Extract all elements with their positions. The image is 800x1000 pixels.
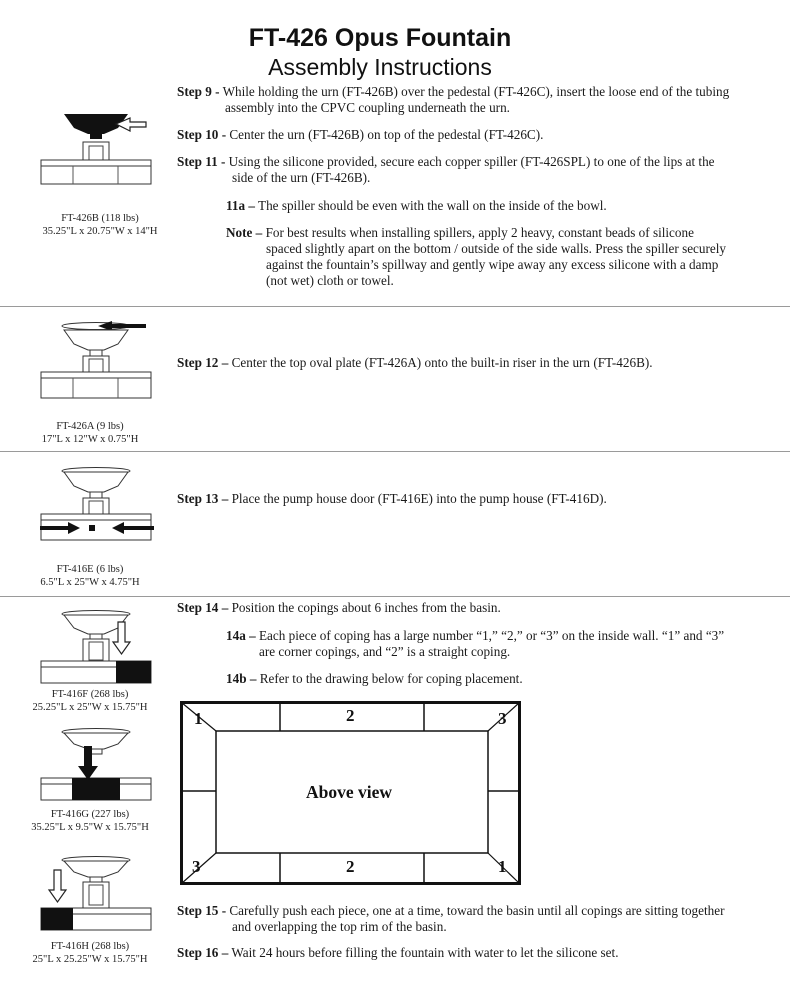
step-9 — [177, 84, 737, 116]
step-15-label: Step 15 - — [177, 903, 227, 918]
caption-ft416e — [10, 563, 170, 589]
caption-ft426b-part: FT-426B (118 lbs) — [61, 213, 139, 224]
caption-ft416h-dims: 25"L x 25.25"W x 15.75"H — [32, 954, 148, 965]
plan-label: Above view — [306, 782, 393, 802]
coping-block — [41, 908, 73, 930]
step-11a — [226, 198, 746, 214]
step-13 — [177, 491, 737, 507]
coping-block — [116, 661, 151, 683]
step-16-text: Wait 24 hours before filling the fountain with water to let the silicone set. — [231, 945, 619, 960]
note-label: Note – — [226, 225, 263, 240]
caption-ft416f — [10, 688, 170, 714]
figure-coping-ft416h — [38, 854, 158, 934]
step-13-text: Place the pump house door (FT-416E) into the pump house (FT-416D). — [231, 491, 607, 506]
divider-1 — [0, 306, 790, 307]
coping-block — [72, 778, 120, 800]
step-14a — [226, 628, 736, 660]
step-14b — [226, 671, 736, 687]
urn-foot — [90, 134, 102, 139]
caption-ft426a-dims: 17"L x 12"W x 0.75"H — [41, 434, 139, 445]
step-14-label: Step 14 – — [177, 600, 229, 615]
step-14b-text: Refer to the drawing below for coping placement. — [259, 671, 523, 686]
plan-number-top-mid: 2 — [346, 706, 355, 725]
figure-coping-ft416g — [38, 724, 158, 804]
caption-ft426a — [10, 420, 170, 446]
figure-urn-placement — [38, 110, 158, 190]
caption-ft426b — [20, 212, 180, 238]
urn-bowl — [64, 330, 128, 350]
step-14-text: Position the copings about 6 inches from the basin. — [231, 600, 501, 615]
caption-ft416g-dims: 35.25"L x 9.5"W x 15.75"H — [31, 822, 149, 833]
figure-oval-plate — [38, 318, 158, 408]
page-title: FT-426 Opus Fountain — [248, 24, 512, 52]
step-11a-label: 11a – — [226, 198, 255, 213]
step-16-label: Step 16 – — [177, 945, 229, 960]
step-14b-label: 14b – — [226, 671, 257, 686]
basin-body — [41, 378, 151, 398]
step-14a-text: Each piece of coping has a large number “1,” “2,” or “3” on the inside wall. “1” and “3” are corner copings, and “2” is a straight coping. — [258, 628, 725, 659]
caption-ft416g — [10, 808, 170, 834]
step-15 — [177, 903, 737, 935]
figure-coping-ft416f — [38, 606, 158, 686]
step-9-text: While holding the urn (FT-426B) over the pedestal (FT-426C), insert the loose end of the tubing assembly into the CPVC coupling underneath the urn. — [222, 84, 730, 115]
note-text: For best results when installing spillers, apply 2 heavy, constant beads of silicone spaced slightly apart on the bottom / outside of the side walls. Press the spiller securely against the fountain’s spillway and gently wipe away any excess silicone with a damp (not wet) cloth or towel. — [265, 225, 727, 288]
basin-top — [41, 160, 151, 166]
plan-number-bot-mid: 2 — [346, 857, 355, 876]
basin-top — [41, 514, 151, 520]
step-14a-label: 14a – — [226, 628, 256, 643]
caption-ft416e-part: FT-416E (6 lbs) — [56, 564, 124, 575]
divider-3 — [0, 596, 790, 597]
plan-number-top-right: 3 — [498, 709, 507, 728]
plan-number-bot-left: 3 — [192, 857, 201, 876]
caption-ft426b-dims: 35.25"L x 20.75"W x 14"H — [42, 226, 158, 237]
caption-ft416g-part: FT-416G (227 lbs) — [50, 809, 130, 820]
step-11 — [177, 154, 737, 186]
step-16 — [177, 945, 737, 961]
divider-2 — [0, 451, 790, 452]
step-11-text: Using the silicone provided, secure each copper spiller (FT-426SPL) to one of the lips at the side of the urn (FT-426B). — [228, 154, 715, 185]
caption-ft416h-part: FT-416H (268 lbs) — [50, 941, 130, 952]
arrow-down-outline-icon — [49, 870, 66, 902]
step-12-text: Center the top oval plate (FT-426A) onto the built-in riser in the urn (FT-426B). — [231, 355, 653, 370]
step-10 — [177, 127, 737, 143]
step-14 — [177, 600, 737, 616]
caption-ft416f-part: FT-416F (268 lbs) — [51, 689, 129, 700]
basin-top — [41, 372, 151, 378]
step-13-label: Step 13 – — [177, 491, 229, 506]
step-15-text: Carefully push each piece, one at a time, toward the basin until all copings are sitting together and overlapping the top rim of the basin. — [229, 903, 725, 934]
caption-ft416h — [10, 940, 170, 966]
page-subtitle: Assembly Instructions — [268, 54, 492, 80]
figure-pump-door — [38, 462, 158, 552]
pump-door — [89, 525, 95, 531]
caption-ft416e-dims: 6.5"L x 25"W x 4.75"H — [40, 577, 140, 588]
plan-number-bot-right: 1 — [498, 857, 507, 876]
step-11-label: Step 11 - — [177, 154, 226, 169]
urn-bowl — [64, 472, 128, 492]
step-12 — [177, 355, 737, 371]
note — [226, 225, 726, 289]
caption-ft426a-part: FT-426A (9 lbs) — [56, 421, 124, 432]
step-11a-text: The spiller should be even with the wall on the inside of the bowl. — [258, 198, 607, 213]
caption-ft416f-dims: 25.25"L x 25"W x 15.75"H — [32, 702, 148, 713]
step-10-text: Center the urn (FT-426B) on top of the pedestal (FT-426C). — [229, 127, 544, 142]
plan-number-top-left: 1 — [194, 709, 203, 728]
step-12-label: Step 12 – — [177, 355, 229, 370]
basin-body — [41, 166, 151, 184]
step-10-label: Step 10 - — [177, 127, 227, 142]
step-9-label: Step 9 - — [177, 84, 220, 99]
